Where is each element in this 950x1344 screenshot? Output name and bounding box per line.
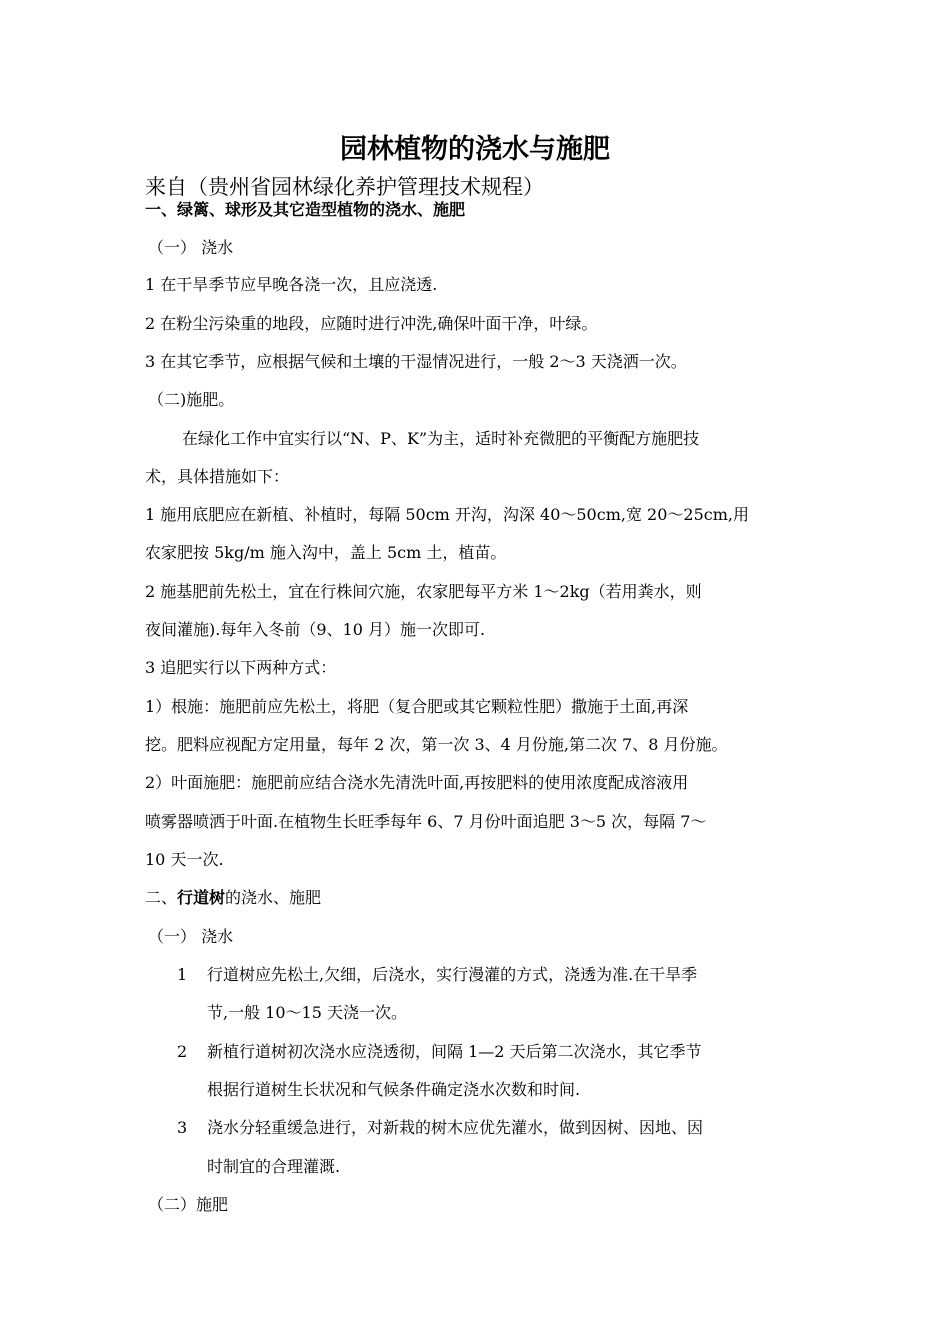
section2-heading-prefix: 二、 bbox=[145, 888, 178, 907]
section2-heading bbox=[145, 886, 321, 910]
section2-heading-suffix: 的浇水、施肥 bbox=[225, 888, 322, 907]
watering-item-2: 2 在粉尘污染重的地段，应随时进行冲洗,确保叶面干净，叶绿。 bbox=[145, 314, 598, 333]
fertilizer-item-1-line-2: 农家肥按 5kg/m 施入沟中，盖上 5cm 土，植苗。 bbox=[145, 543, 507, 562]
section2-watering-heading: （一） 浇水 bbox=[148, 927, 234, 946]
method-1-line-1: 1）根施：施肥前应先松土，将肥（复合肥或其它颗粒性肥）撒施于土面,再深 bbox=[145, 697, 689, 716]
method-2-line-1: 2）叶面施肥：施肥前应结合浇水先清洗叶面,再按肥料的使用浓度配成溶液用 bbox=[145, 773, 689, 792]
section2-fertilizing-heading: （二）施肥 bbox=[148, 1195, 229, 1214]
street-tree-item-2-number: 2 bbox=[177, 1042, 188, 1061]
street-tree-item-3-line-2: 时制宜的合理灌溉. bbox=[207, 1157, 341, 1176]
section1-fertilizing-heading: （二)施肥。 bbox=[148, 390, 235, 409]
document-title: 园林植物的浇水与施肥 bbox=[340, 134, 610, 165]
fertilizer-item-2-line-2: 夜间灌施).每年入冬前（9、10 月）施一次即可. bbox=[145, 620, 486, 639]
street-tree-item-1-number: 1 bbox=[177, 965, 188, 984]
watering-item-3: 3 在其它季节，应根据气候和土壤的干湿情况进行，一般 2～3 天浇洒一次。 bbox=[145, 352, 687, 371]
section2-heading-bold: 行道树 bbox=[177, 888, 226, 907]
method-1-line-2: 挖。肥料应视配方定用量，每年 2 次，第一次 3、4 月份施,第二次 7、8 月份施。 bbox=[145, 735, 728, 754]
street-tree-item-1-line-1: 行道树应先松土,欠细，后浇水，实行漫灌的方式，浇透为准.在干旱季 bbox=[207, 965, 698, 984]
method-2-line-3: 10 天一次. bbox=[145, 850, 224, 869]
source-line: 来自（贵州省园林绿化养护管理技术规程） bbox=[145, 175, 544, 199]
section1-watering-heading: （一） 浇水 bbox=[148, 238, 234, 257]
street-tree-item-3-line-1: 浇水分轻重缓急进行，对新栽的树木应优先灌水，做到因树、因地、因 bbox=[207, 1118, 704, 1137]
intro-line-1: 在绿化工作中宜实行以“N、P、K”为主，适时补充微肥的平衡配方施肥技 bbox=[182, 429, 700, 448]
intro-line-2: 术，具体措施如下： bbox=[145, 467, 290, 486]
street-tree-item-2-line-1: 新植行道树初次浇水应浇透彻，间隔 1—2 天后第二次浇水，其它季节 bbox=[207, 1042, 702, 1061]
street-tree-item-2-line-2: 根据行道树生长状况和气候条件确定浇水次数和时间. bbox=[207, 1080, 581, 1099]
watering-item-1: 1 在干旱季节应早晚各浇一次，且应浇透. bbox=[145, 275, 438, 294]
fertilizer-item-1-line-1: 1 施用底肥应在新植、补植时，每隔 50cm 开沟，沟深 40～50cm,宽 20～25cm,用 bbox=[145, 505, 749, 524]
street-tree-item-3-number: 3 bbox=[177, 1118, 188, 1137]
street-tree-item-1-line-2: 节,一般 10～15 天浇一次。 bbox=[207, 1003, 407, 1022]
fertilizer-item-2-line-1: 2 施基肥前先松土，宜在行株间穴施，农家肥每平方米 1～2kg（若用粪水，则 bbox=[145, 582, 702, 601]
fertilizer-item-3: 3 追肥实行以下两种方式： bbox=[145, 658, 337, 677]
method-2-line-2: 喷雾器喷洒于叶面.在植物生长旺季每年 6、7 月份叶面追肥 3～5 次，每隔 7～ bbox=[145, 812, 707, 831]
section1-heading: 一、绿篱、球形及其它造型植物的浇水、施肥 bbox=[145, 200, 466, 219]
